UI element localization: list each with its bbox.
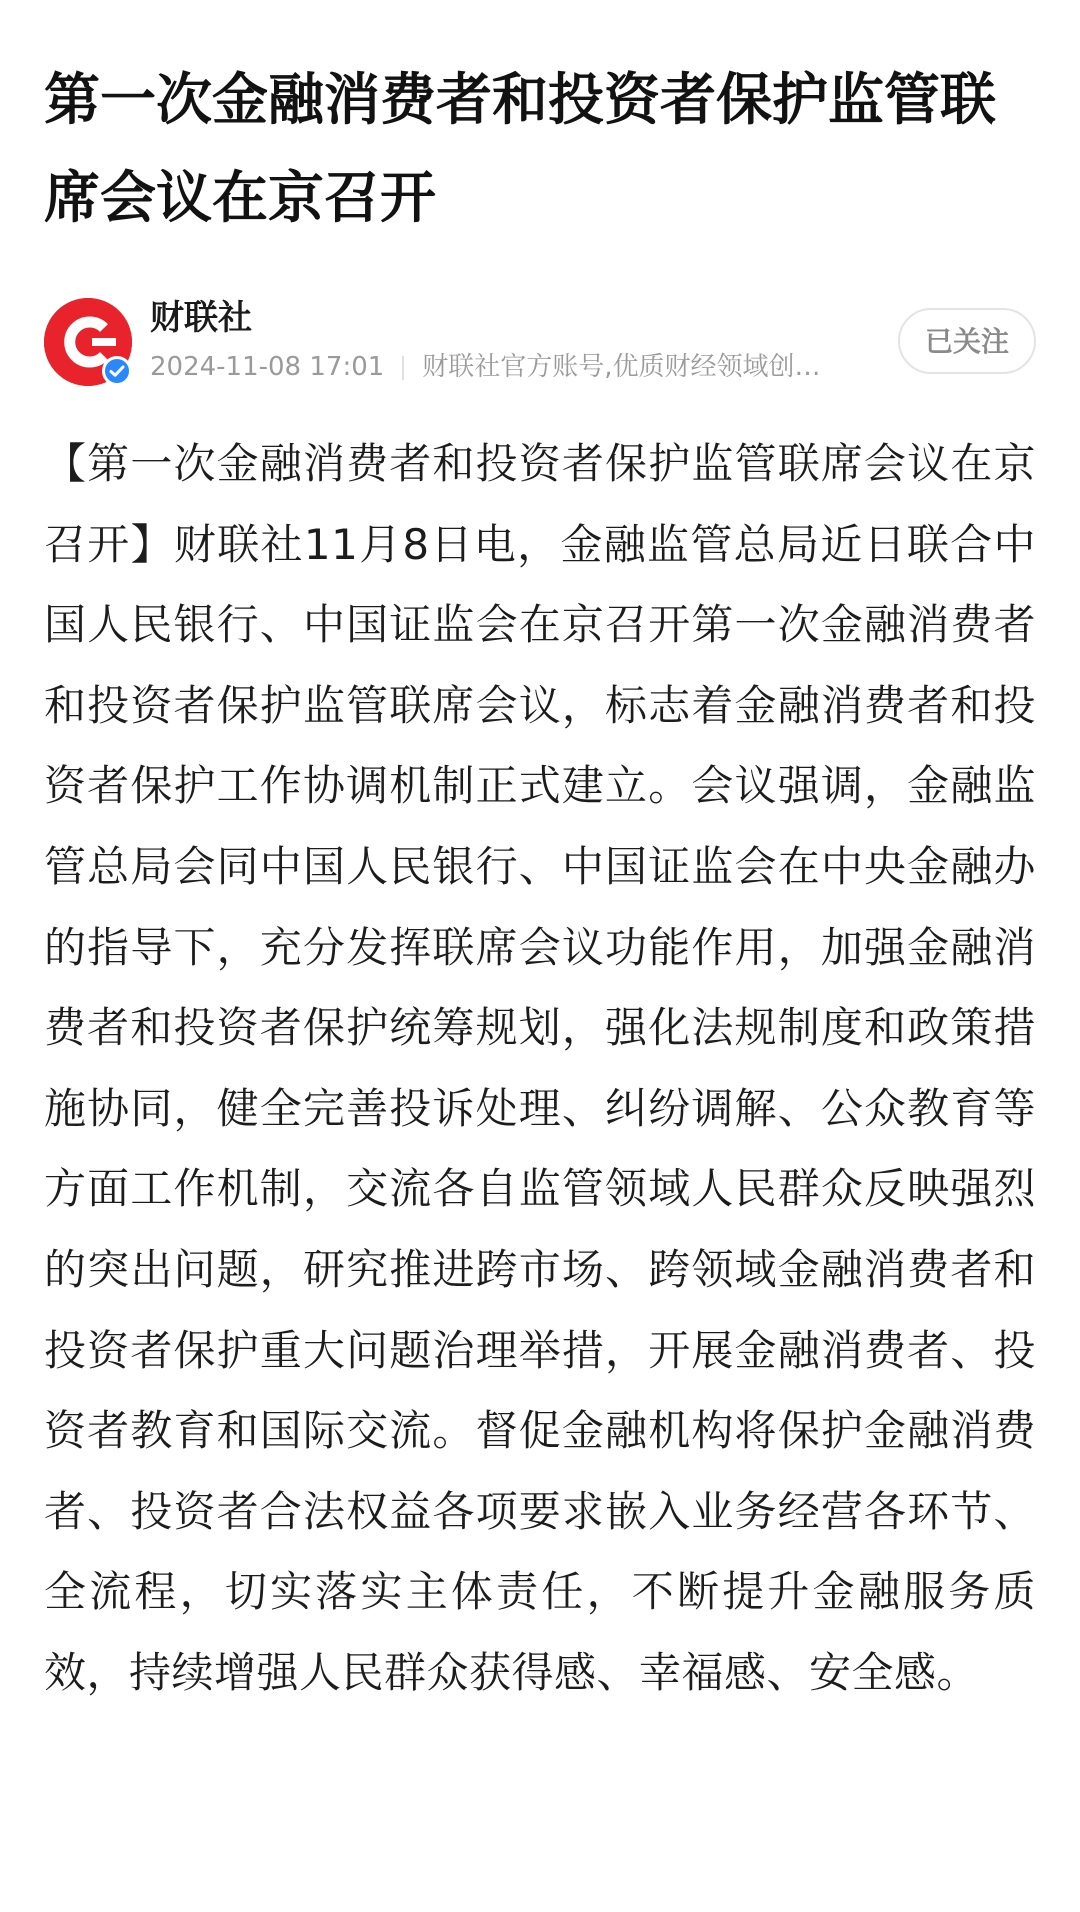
author-name[interactable]: 财联社: [150, 298, 252, 338]
publish-datetime: 2024-11-08 17:01: [150, 352, 385, 382]
meta-divider: [402, 356, 404, 380]
author-description: 财联社官方账号,优质财经领域创…: [422, 352, 821, 382]
verified-badge-icon: [102, 356, 132, 386]
article-title: 第一次金融消费者和投资者保护监管联席会议在京召开: [44, 68, 996, 231]
author-row: [44, 294, 1036, 390]
article-body: 【第一次金融消费者和投资者保护监管联席会议在京召开】财联社11月8日电，金融监管总局近日联合中国人民银行、中国证监会在京召开第一次金融消费者和投资者保护监管联席会议，标志着金融消费者和投资者保护工作协调机制正式建立。会议强调，金融监管总局会同中国人民银行、中国证监会在中央金融办的指导下，充分发挥联席会议功能作用，加强金融消费者和投资者保护统筹规划，强化法规制度和政策措施协同，健全完善投诉处理、纠纷调解、公众教育等方面工作机制，交流各自监管领域人民群众反映强烈的突出问题，研究推进跨市场、跨领域金融消费者和投资者保护重大问题治理举措，开展金融消费者、投资者教育和国际交流。督促金融机构将保护金融消费者、投资者合法权益各项要求嵌入业务经营各环节、全流程，切实落实主体责任，不断提升金融服务质效，持续增强人民群众获得感、幸福感、安全感。: [44, 439, 1036, 1697]
author-meta: [150, 348, 930, 386]
avatar[interactable]: [44, 298, 132, 386]
follow-button[interactable]: 已关注: [898, 308, 1036, 374]
